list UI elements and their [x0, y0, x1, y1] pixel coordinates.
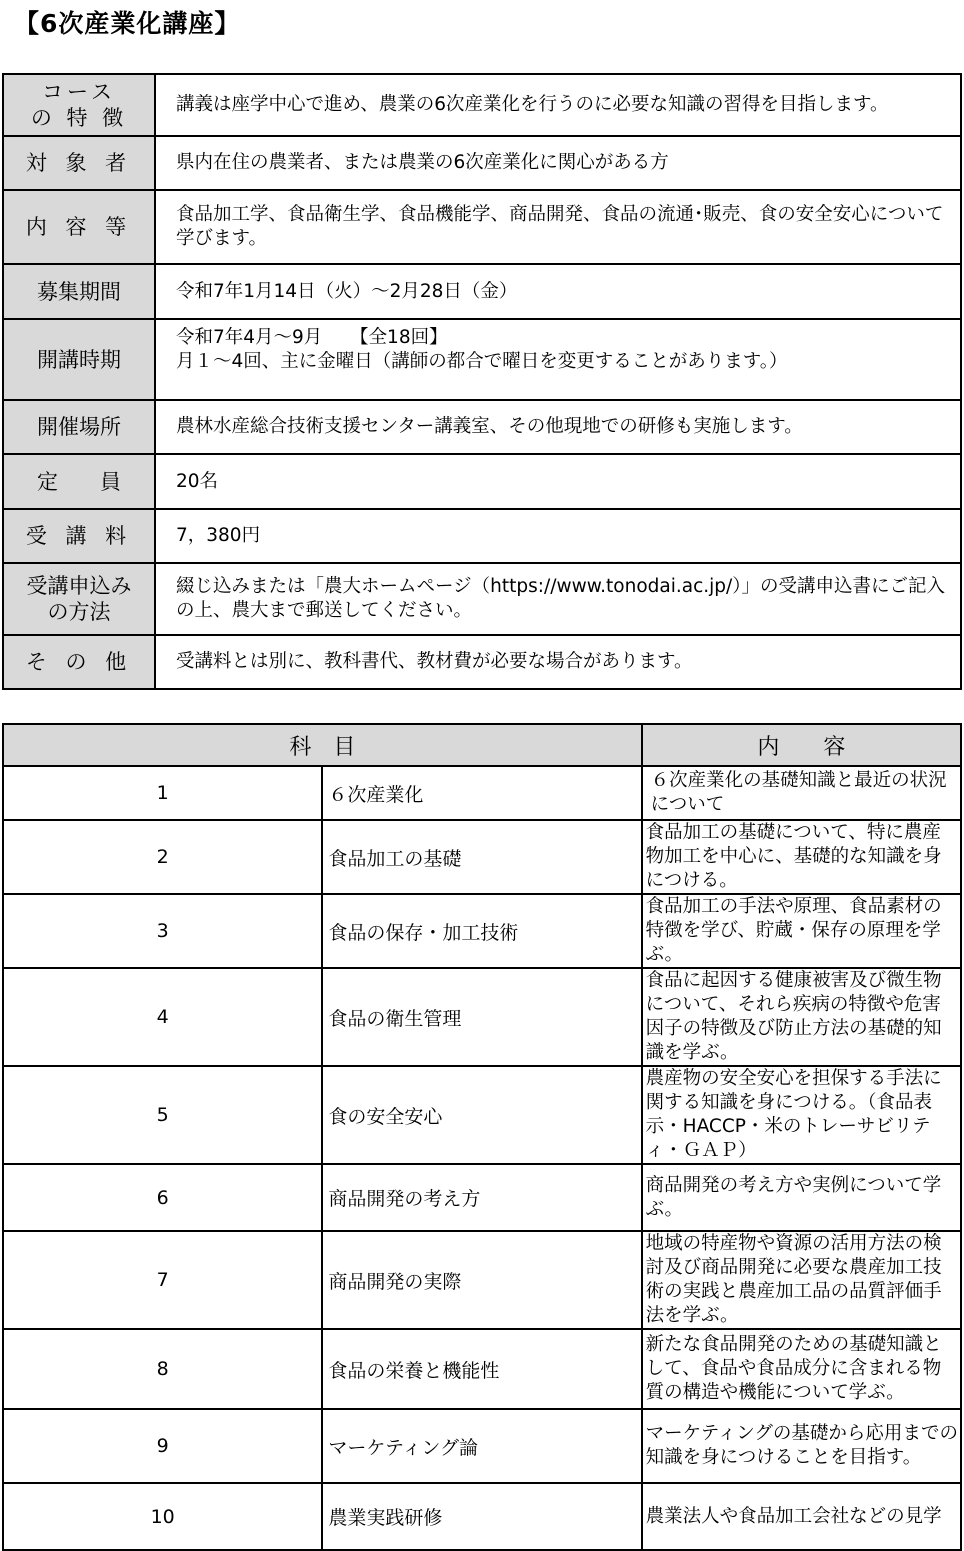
subjects-table: [2, 723, 962, 1551]
subject-description: ６次産業化の基礎知識と最近の状況について: [642, 766, 961, 820]
info-label: 受 講 料: [3, 509, 155, 563]
subject-description: 地域の特産物や資源の活用方法の検討及び商品開発に必要な農産加工技術の実践と農産加工品の品質評価手法を学ぶ。: [642, 1231, 961, 1329]
subject-number: 1: [3, 766, 322, 820]
info-row: [3, 264, 961, 319]
info-label: そ の 他: [3, 635, 155, 689]
info-value: 令和7年4月～9月 【全18回】 月１～4回、主に金曜日（講師の都合で曜日を変更することがあります。）: [155, 319, 961, 400]
table-row: [3, 968, 961, 1066]
info-value: 講義は座学中心で進め、農業の6次産業化を行うのに必要な知識の習得を目指します。: [155, 74, 961, 136]
subject-name: マーケティング論: [322, 1409, 641, 1483]
info-value: 20名: [155, 454, 961, 509]
table-row: [3, 894, 961, 968]
table-row: [3, 766, 961, 820]
table-row: [3, 1164, 961, 1231]
info-value: 食品加工学、食品衛生学、食品機能学、商品開発、食品の流通･販売、食の安全安心について学びます。: [155, 190, 961, 264]
subject-description: 食品加工の基礎について、特に農産物加工を中心に、基礎的な知識を身につける。: [642, 820, 961, 894]
info-row: [3, 74, 961, 136]
subject-description: 農産物の安全安心を担保する手法に関する知識を身につける。（食品表示・HACCP・米のトレーサビリティ・ＧＡＰ）: [642, 1066, 961, 1164]
subject-name: 食品加工の基礎: [322, 820, 641, 894]
info-label: コース の 特 徴: [3, 74, 155, 136]
info-row: [3, 319, 961, 400]
subject-description: 食品に起因する健康被害及び微生物について、それら疾病の特徴や危害因子の特徴及び防止方法の基礎的知識を学ぶ。: [642, 968, 961, 1066]
subject-name: 食品の保存・加工技術: [322, 894, 641, 968]
info-value: 県内在住の農業者、または農業の6次産業化に関心がある方: [155, 136, 961, 190]
info-row: [3, 454, 961, 509]
subject-description: 農業法人や食品加工会社などの見学: [642, 1483, 961, 1550]
info-label: 受講申込み の方法: [3, 563, 155, 635]
subject-name: 商品開発の実際: [322, 1231, 641, 1329]
subject-number: 3: [3, 894, 322, 968]
course-info-table: [2, 73, 962, 690]
subject-number: 10: [3, 1483, 322, 1550]
subject-description: 食品加工の手法や原理、食品素材の特徴を学び、貯蔵・保存の原理を学ぶ。: [642, 894, 961, 968]
subject-header: 科 目: [3, 724, 642, 766]
content-header: 内 容: [642, 724, 961, 766]
info-row: [3, 563, 961, 635]
page-title: 【6次産業化講座】: [14, 9, 241, 38]
table-row: [3, 820, 961, 894]
table-row: [3, 1066, 961, 1164]
subject-name: 食品の栄養と機能性: [322, 1329, 641, 1409]
info-label: 内 容 等: [3, 190, 155, 264]
info-row: [3, 136, 961, 190]
subject-name: 農業実践研修: [322, 1483, 641, 1550]
info-label: 募集期間: [3, 264, 155, 319]
info-row: [3, 190, 961, 264]
subject-name: ６次産業化: [322, 766, 641, 820]
subject-description: マーケティングの基礎から応用までの知識を身につけることを目指す。: [642, 1409, 961, 1483]
info-row: [3, 400, 961, 454]
subject-number: 9: [3, 1409, 322, 1483]
info-label: 定 員: [3, 454, 155, 509]
subjects-header-row: [3, 724, 961, 766]
info-label: 対 象 者: [3, 136, 155, 190]
subject-description: 商品開発の考え方や実例について学ぶ。: [642, 1164, 961, 1231]
info-value: 農林水産総合技術支援センター講義室、その他現地での研修も実施します。: [155, 400, 961, 454]
subject-name: 食品の衛生管理: [322, 968, 641, 1066]
info-value: 7，380円: [155, 509, 961, 563]
info-value: 受講料とは別に、教科書代、教材費が必要な場合があります。: [155, 635, 961, 689]
subject-number: 7: [3, 1231, 322, 1329]
subject-number: 6: [3, 1164, 322, 1231]
info-label: 開講時期: [3, 319, 155, 400]
table-row: [3, 1409, 961, 1483]
info-row: [3, 635, 961, 689]
info-row: [3, 509, 961, 563]
subject-name: 商品開発の考え方: [322, 1164, 641, 1231]
subject-name: 食の安全安心: [322, 1066, 641, 1164]
table-row: [3, 1329, 961, 1409]
subject-number: 5: [3, 1066, 322, 1164]
subject-number: 2: [3, 820, 322, 894]
table-row: [3, 1231, 961, 1329]
info-label: 開催場所: [3, 400, 155, 454]
subject-description: 新たな食品開発のための基礎知識として、食品や食品成分に含まれる物質の構造や機能について学ぶ。: [642, 1329, 961, 1409]
subject-number: 4: [3, 968, 322, 1066]
info-value: 綴じ込みまたは「農大ホームページ（https://www.tonodai.ac.jp/）」の受講申込書にご記入の上、農大まで郵送してください。: [155, 563, 961, 635]
info-value: 令和7年1月14日（火）～2月28日（金）: [155, 264, 961, 319]
table-row: [3, 1483, 961, 1550]
subject-number: 8: [3, 1329, 322, 1409]
